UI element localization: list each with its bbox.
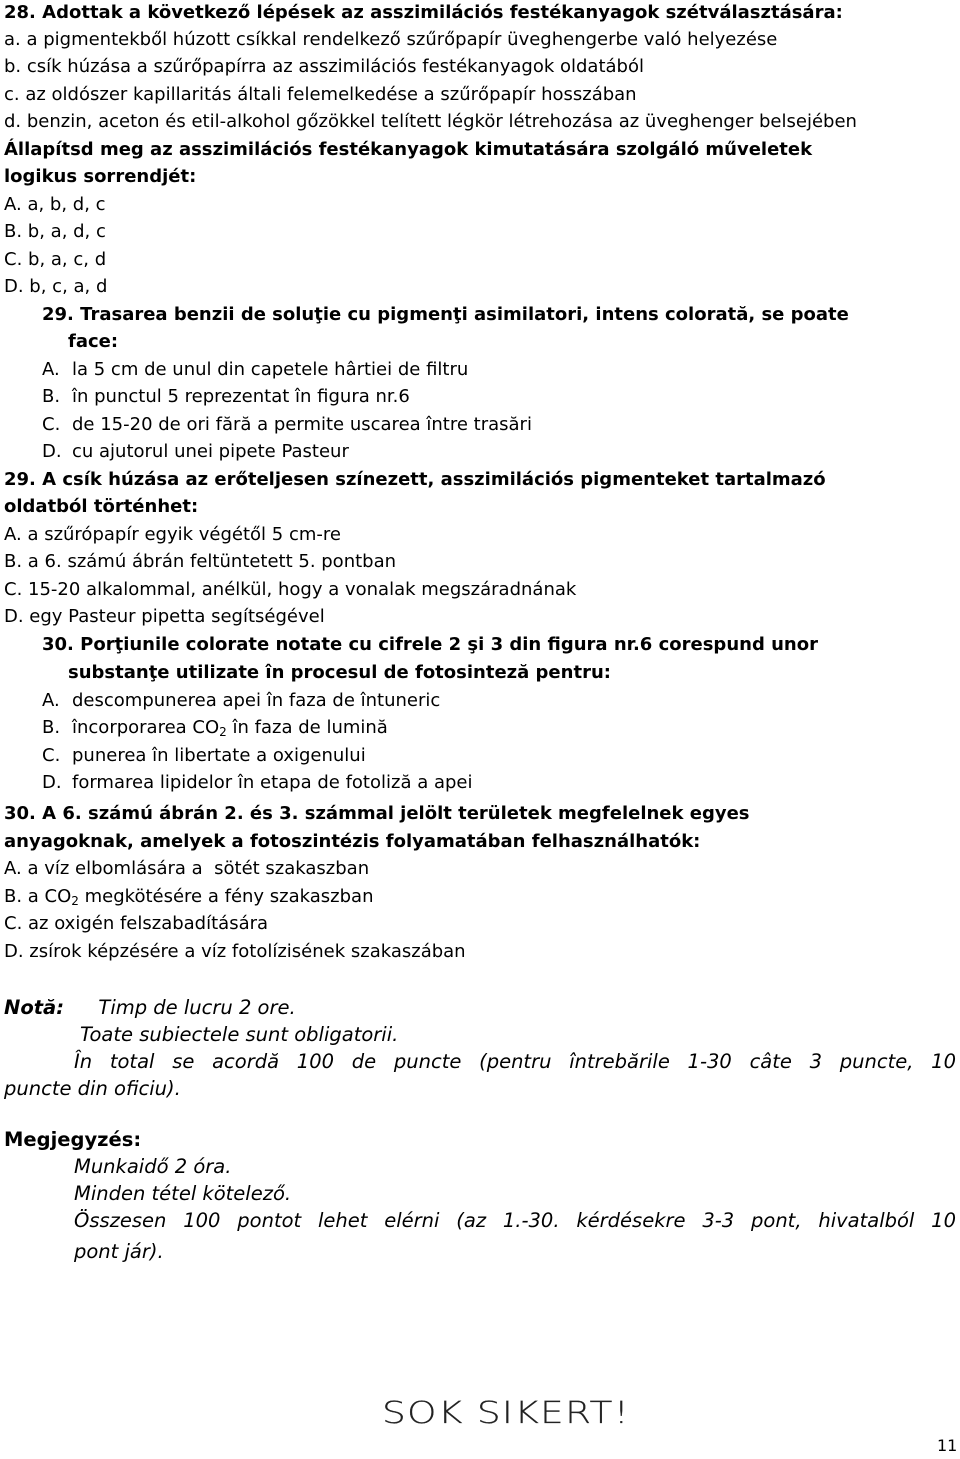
q29-hu-option: D. egy Pasteur pipetta segítségével [4, 606, 325, 627]
page-number: 11 [937, 1436, 958, 1455]
note-ro-line: Toate subiectele sunt obligatorii. [80, 1023, 399, 1046]
note-hu-line: Minden tétel kötelező. [74, 1182, 292, 1205]
note-hu-line: Összesen 100 pontot lehet elérni (az 1.-30. kérdésekre 3-3 pont, hivatalból 10 [74, 1209, 956, 1232]
q28-hu-option: C. b, a, c, d [4, 249, 107, 270]
q30-hu-option: C. az oxigén felszabadítására [4, 913, 269, 934]
q30-hu-option: A. a víz elbomlására a sötét szakaszban [4, 858, 370, 879]
q29-ro-option: B. în punctul 5 reprezentat în figura nr.6 [42, 386, 410, 407]
q30-hu-option: B. a $CO_2$ megkötésére a fény szakaszban [4, 886, 374, 908]
q29-ro-option: C. de 15-20 de ori fără a permite uscarea între trasări [42, 414, 532, 435]
q30-ro-option: B. încorporarea $CO_2$ în faza de lumină [42, 717, 388, 739]
q30-ro-option: D. formarea lipidelor în etapa de fotoliză a apei [42, 772, 473, 793]
note-ro-label: Notă: [4, 996, 64, 1019]
q30-ro-title-cont: substanţe utilizate în procesul de fotosinteză pentru: [68, 662, 611, 683]
q28-hu-question-cont: logikus sorrendjét: [4, 166, 197, 187]
note-ro-line: Timp de lucru 2 ore. [98, 996, 296, 1019]
q29-ro-title: 29. Trasarea benzii de soluţie cu pigmenţi asimilatori, intens colorată, se poate [42, 304, 849, 325]
q28-hu-title: 28. Adottak a következő lépések az asszimilációs festékanyagok szétválasztására: [4, 2, 843, 23]
q28-hu-question: Állapítsd meg az asszimilációs festékanyagok kimutatására szolgáló műveletek [4, 139, 813, 160]
closing-message: SOK SIKERT! [382, 1396, 631, 1431]
q28-hu-step: d. benzin, aceton és etil-alkohol gőzökkel telített légkör létrehozása az üveghenger belsejében [4, 111, 857, 132]
q29-ro-option: A. la 5 cm de unul din capetele hârtiei de filtru [42, 359, 469, 380]
q29-hu-title: 29. A csík húzása az erőteljesen színezett, asszimilációs pigmenteket tartalmazó [4, 469, 826, 490]
q28-hu-step: b. csík húzása a szűrőpapírra az asszimilációs festékanyagok oldatából [4, 56, 644, 77]
q28-hu-step: a. a pigmentekből húzott csíkkal rendelkező szűrőpapír üveghengerbe való helyezése [4, 29, 778, 50]
note-ro-line: puncte din oficiu). [4, 1077, 181, 1100]
q29-hu-title-cont: oldatból történhet: [4, 496, 199, 517]
note-ro [4, 995, 296, 1021]
q29-hu-option: C. 15-20 alkalommal, anélkül, hogy a vonalak megszáradnának [4, 579, 577, 600]
q30-hu-title-cont: anyagoknak, amelyek a fotoszintézis folyamatában felhasználhatók: [4, 831, 701, 852]
q29-ro-title-cont: face: [68, 331, 119, 352]
note-ro-line: În total se acordă 100 de puncte (pentru întrebările 1-30 câte 3 puncte, 10 [74, 1050, 956, 1073]
q30-ro-option: C. punerea în libertate a oxigenului [42, 745, 366, 766]
q29-hu-option: A. a szűrópapír egyik végétől 5 cm-re [4, 524, 341, 545]
q30-hu-option: D. zsírok képzésére a víz fotolízisének szakaszában [4, 941, 466, 962]
q29-ro-option: D. cu ajutorul unei pipete Pasteur [42, 441, 349, 462]
q28-hu-option: A. a, b, d, c [4, 194, 106, 215]
q28-hu-option: D. b, c, a, d [4, 276, 108, 297]
note-hu-line: pont jár). [74, 1240, 164, 1263]
q28-hu-step: c. az oldószer kapillaritás általi felemelkedése a szűrőpapír hosszában [4, 84, 637, 105]
q30-ro-title: 30. Porţiunile colorate notate cu cifrele 2 şi 3 din figura nr.6 corespund unor [42, 634, 818, 655]
q29-hu-option: B. a 6. számú ábrán feltüntetett 5. pontban [4, 551, 397, 572]
q28-hu-option: B. b, a, d, c [4, 221, 106, 242]
q30-ro-option: A. descompunerea apei în faza de întuneric [42, 690, 441, 711]
note-hu-line: Munkaidő 2 óra. [74, 1155, 232, 1178]
note-hu-label: Megjegyzés: [4, 1128, 142, 1151]
q30-hu-title: 30. A 6. számú ábrán 2. és 3. számmal jelölt területek megfelelnek egyes [4, 803, 750, 824]
